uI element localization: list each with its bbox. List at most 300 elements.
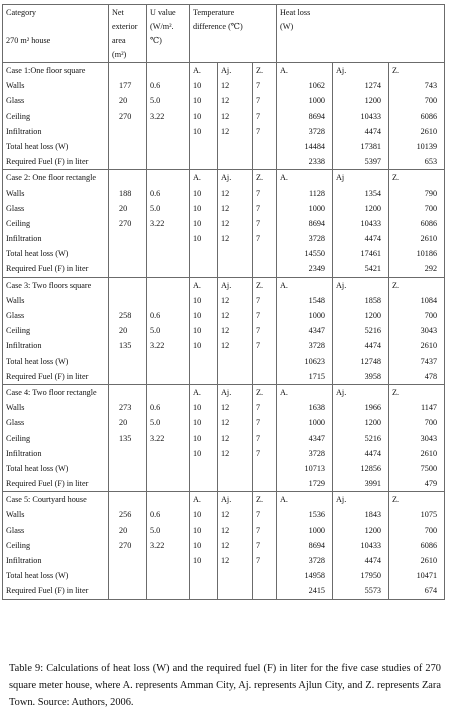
cell-line: 10623 <box>304 356 326 366</box>
cell-line: 12748 <box>360 356 382 366</box>
cell-line: 135 <box>119 341 132 351</box>
cell-line: Z. <box>256 173 264 183</box>
cell-line <box>150 293 187 308</box>
cell-line <box>150 369 187 384</box>
cell-line: Case 5: Courtyard house <box>6 495 87 505</box>
cell-line: A. <box>280 66 288 75</box>
temp-ajlun-cell <box>218 277 253 384</box>
heat-amman-cell <box>277 492 333 599</box>
cell-line <box>193 154 215 169</box>
cell-line: Z. <box>392 495 400 505</box>
temp-ajlun-cell <box>218 384 253 491</box>
cell-line <box>193 261 215 276</box>
cell-line: 12 <box>221 295 230 305</box>
cell-line: 10 <box>193 403 202 413</box>
cell-line <box>221 261 250 276</box>
cell-line: 7 <box>256 188 261 198</box>
cell-line <box>150 568 187 583</box>
cell-line <box>119 293 144 308</box>
cell-line: 12 <box>221 510 230 520</box>
cell-line: 12 <box>221 326 230 336</box>
cell-line <box>256 246 274 261</box>
cell-line <box>150 583 187 598</box>
heat-zara-cell <box>389 384 445 491</box>
cell-line: 188 <box>119 188 132 198</box>
cell-line: 12 <box>221 418 230 428</box>
cell-line <box>119 154 144 169</box>
cell-line: 10 <box>193 295 202 305</box>
cell-line: Aj. <box>336 387 347 397</box>
cell-line <box>256 354 274 369</box>
cell-line: 12 <box>221 81 230 91</box>
cell-line: 273 <box>119 403 132 413</box>
cell-line <box>119 63 144 78</box>
cell-line: 7 <box>256 448 261 458</box>
heat-zara-cell <box>389 170 445 277</box>
cell-line: Glass <box>6 96 25 106</box>
cell-line: Infiltration <box>6 126 42 136</box>
area-cell <box>109 63 147 170</box>
cell-line: 5216 <box>364 326 382 336</box>
cell-line: A. <box>280 280 288 290</box>
cell-line: 10433 <box>360 540 382 550</box>
cell-line <box>150 446 187 461</box>
cell-line <box>119 446 144 461</box>
cell-line: 5.0 <box>150 525 161 535</box>
cell-line: Ceiling <box>6 326 31 336</box>
cell-line: 1536 <box>308 510 326 520</box>
cell-line: A. <box>280 495 288 505</box>
cell-line: 12 <box>221 540 230 550</box>
cell-line: Z. <box>392 280 400 290</box>
cell-line: 7 <box>256 311 261 320</box>
category-cell <box>3 170 109 277</box>
cell-line: Infiltration <box>6 556 42 565</box>
cell-line: 478 <box>424 371 438 381</box>
cell-line: Required Fuel (F) in liter <box>6 157 89 167</box>
cell-line: 6086 <box>420 111 438 121</box>
category-cell <box>3 63 109 170</box>
cell-line: 2610 <box>420 556 438 565</box>
cell-line: 10 <box>193 234 202 244</box>
cell-line: 270 <box>119 218 132 228</box>
cell-line: 3.22 <box>150 218 165 228</box>
cell-line: A. <box>193 495 201 505</box>
heat-zara-cell <box>389 277 445 384</box>
cell-line: 3728 <box>308 448 326 458</box>
cell-line: 20 <box>119 326 128 336</box>
cell-line: 0.6 <box>150 510 161 520</box>
table-header-row <box>3 5 445 63</box>
u-value-cell <box>147 170 190 277</box>
cell-line: Z. <box>256 280 264 290</box>
cell-line: Case 1:One floor square <box>6 66 86 75</box>
area-cell <box>109 170 147 277</box>
cell-line: 8694 <box>308 111 326 121</box>
cell-line <box>193 354 215 369</box>
cell-line: A. <box>280 387 288 397</box>
cell-line <box>150 231 187 246</box>
cell-line: A. <box>280 173 288 183</box>
cell-line: 10 <box>193 126 202 136</box>
cell-line: 177 <box>119 81 132 91</box>
cell-line: 1354 <box>364 188 382 198</box>
cell-line: 4474 <box>364 448 382 458</box>
cell-line: Total heat loss (W) <box>6 141 69 151</box>
cell-line: Aj. <box>336 280 347 290</box>
header-net-area: Net exterior area (m²) <box>109 5 147 63</box>
cell-line: 1200 <box>364 311 382 320</box>
cell-line: 7 <box>256 295 261 305</box>
cell-line: Z. <box>256 387 264 397</box>
cell-line: Required Fuel (F) in liter <box>6 264 89 274</box>
cell-line: 7 <box>256 326 261 336</box>
cell-line: 5573 <box>364 586 382 596</box>
cell-line: 1858 <box>364 295 382 305</box>
cell-line: 12 <box>221 96 230 106</box>
heat-ajlun-cell <box>333 492 389 599</box>
cell-line: 674 <box>424 586 438 596</box>
cell-line: 10713 <box>304 463 326 473</box>
cell-line <box>221 583 250 598</box>
cell-line <box>193 583 215 598</box>
header-heat-loss: Heat loss (W) <box>277 5 445 63</box>
cell-line: 4347 <box>308 326 326 336</box>
cell-line: 10 <box>193 203 202 213</box>
cell-line <box>256 261 274 276</box>
temp-amman-cell <box>190 492 218 599</box>
cell-line <box>256 568 274 583</box>
cell-line <box>119 139 144 154</box>
u-value-cell <box>147 384 190 491</box>
cell-line: 3.22 <box>150 111 165 121</box>
cell-line: 14958 <box>304 571 326 581</box>
cell-line: 7 <box>256 81 261 91</box>
cell-line <box>256 369 274 384</box>
cell-line: 700 <box>424 418 438 428</box>
cell-line: 12 <box>221 433 230 443</box>
cell-line <box>150 154 187 169</box>
category-cell <box>3 492 109 599</box>
cell-line: Walls <box>6 188 25 198</box>
cell-line: Total heat loss (W) <box>6 463 69 473</box>
cell-line <box>193 476 215 491</box>
cell-line: Total heat loss (W) <box>6 249 69 259</box>
cell-line: 1200 <box>364 96 382 106</box>
temp-zara-cell <box>253 277 277 384</box>
cell-line: 10 <box>193 341 202 351</box>
cell-line: 1200 <box>364 203 382 213</box>
header-u-value: U value (W/m². ℃) <box>147 5 190 63</box>
cell-line: Aj. <box>336 66 347 75</box>
cell-line: 1200 <box>364 525 382 535</box>
cell-line: 5216 <box>364 433 382 443</box>
cell-line: 743 <box>424 81 438 91</box>
temp-zara-cell <box>253 170 277 277</box>
heat-amman-cell <box>277 384 333 491</box>
case-row <box>3 277 445 384</box>
cell-line: 700 <box>424 525 438 535</box>
cell-line: 5.0 <box>150 203 161 213</box>
cell-line <box>150 63 187 78</box>
temp-ajlun-cell <box>218 492 253 599</box>
cell-line: 270 <box>119 540 132 550</box>
cell-line: Aj. <box>221 66 232 75</box>
cell-line: Aj. <box>336 495 347 505</box>
cell-line: 3043 <box>420 433 438 443</box>
cell-line: 12 <box>221 341 230 351</box>
cell-line: 1000 <box>308 96 326 106</box>
cell-line: 790 <box>424 188 438 198</box>
cell-line: 1843 <box>364 510 382 520</box>
cell-line: 3728 <box>308 126 326 136</box>
cell-line: Walls <box>6 403 25 413</box>
cell-line: 1084 <box>420 295 438 305</box>
cell-line: 10 <box>193 540 202 550</box>
header-temperature-difference: Temperature difference (℃) <box>190 5 277 63</box>
cell-line: Case 2: One floor rectangle <box>6 173 97 183</box>
cell-line <box>221 369 250 384</box>
cell-line: 3958 <box>364 371 382 381</box>
cell-line: 7 <box>256 203 261 213</box>
cell-line: 1000 <box>308 525 326 535</box>
cell-line: 1062 <box>308 81 326 91</box>
cell-line: 10 <box>193 96 202 106</box>
cell-line: 7 <box>256 418 261 428</box>
cell-line: 1000 <box>308 203 326 213</box>
cell-line: 3728 <box>308 341 326 351</box>
cell-line: 270 <box>119 111 132 121</box>
cell-line: 1715 <box>308 371 326 381</box>
cell-line: 10 <box>193 326 202 336</box>
heat-ajlun-cell <box>333 170 389 277</box>
u-value-cell <box>147 277 190 384</box>
cell-line: 7 <box>256 341 261 351</box>
cell-line: 7 <box>256 433 261 443</box>
cell-line: 12 <box>221 556 230 565</box>
cell-line <box>150 261 187 276</box>
cell-line: Ceiling <box>6 111 31 121</box>
cell-line: 7 <box>256 510 261 520</box>
cell-line: Walls <box>6 81 25 91</box>
cell-line: 653 <box>424 157 438 167</box>
cell-line: 10 <box>193 510 202 520</box>
cell-line <box>150 354 187 369</box>
cell-line <box>150 278 187 293</box>
cell-line <box>150 246 187 261</box>
cell-line <box>256 139 274 154</box>
cell-line: 4474 <box>364 341 382 351</box>
cell-line <box>119 261 144 276</box>
cell-line: 10 <box>193 448 202 458</box>
heat-zara-cell <box>389 63 445 170</box>
cell-line: 7 <box>256 126 261 136</box>
cell-line: 17950 <box>360 571 382 581</box>
area-cell <box>109 384 147 491</box>
cell-line: 12 <box>221 448 230 458</box>
cell-line: 20 <box>119 203 128 213</box>
cell-line: 292 <box>424 264 438 274</box>
cell-line: 10 <box>193 556 202 565</box>
cell-line: 10471 <box>416 571 438 581</box>
temp-zara-cell <box>253 63 277 170</box>
cell-line: Aj. <box>221 280 232 290</box>
area-cell <box>109 492 147 599</box>
cell-line: 3991 <box>364 479 382 489</box>
cell-line <box>119 354 144 369</box>
cell-line: 135 <box>119 433 132 443</box>
cell-line: 12856 <box>360 463 382 473</box>
cell-line: 3728 <box>308 234 326 244</box>
cell-line <box>150 476 187 491</box>
cell-line: 2610 <box>420 234 438 244</box>
cell-line <box>119 583 144 598</box>
cell-line: 12 <box>221 111 230 121</box>
cell-line: 12 <box>221 218 230 228</box>
cell-line: 14550 <box>304 249 326 259</box>
cell-line: Walls <box>6 295 25 305</box>
cell-line: Infiltration <box>6 234 42 244</box>
area-cell <box>109 277 147 384</box>
cell-line <box>150 170 187 185</box>
category-cell <box>3 277 109 384</box>
cell-line: 10433 <box>360 111 382 121</box>
cell-line: 20 <box>119 525 128 535</box>
cell-line: 12 <box>221 203 230 213</box>
cell-line <box>256 476 274 491</box>
cell-line: Z. <box>392 173 400 183</box>
cell-line: Glass <box>6 525 25 535</box>
cell-line <box>119 369 144 384</box>
cell-line: 1000 <box>308 418 326 428</box>
cell-line <box>150 553 187 568</box>
cell-line: 1000 <box>308 311 326 320</box>
cell-line: 5.0 <box>150 326 161 336</box>
heat-ajlun-cell <box>333 277 389 384</box>
cell-line: 10186 <box>416 249 438 259</box>
cell-line: Total heat loss (W) <box>6 571 69 581</box>
heat-amman-cell <box>277 277 333 384</box>
cell-line: A. <box>193 173 201 183</box>
temp-ajlun-cell <box>218 170 253 277</box>
cell-line: 8694 <box>308 218 326 228</box>
cell-line: 7437 <box>420 356 438 366</box>
u-value-cell <box>147 492 190 599</box>
heat-amman-cell <box>277 63 333 170</box>
cell-line <box>221 354 250 369</box>
cell-line <box>193 246 215 261</box>
cell-line: Aj. <box>221 495 232 505</box>
cell-line: 3.22 <box>150 341 165 351</box>
cell-line <box>150 124 187 139</box>
cell-line: 7 <box>256 96 261 106</box>
cell-line: 7 <box>256 556 261 565</box>
cell-line: 14484 <box>304 141 326 151</box>
cell-line <box>193 139 215 154</box>
cell-line: 2349 <box>308 264 326 274</box>
case-row <box>3 384 445 491</box>
cell-line <box>221 154 250 169</box>
cell-line: 3043 <box>420 326 438 336</box>
table-body <box>3 63 445 600</box>
cell-line: 10 <box>193 418 202 428</box>
cell-line <box>119 492 144 507</box>
cell-line: 12 <box>221 234 230 244</box>
cell-line: 17381 <box>360 141 382 151</box>
cell-line: 700 <box>424 311 438 320</box>
temp-zara-cell <box>253 492 277 599</box>
cell-line: Z. <box>256 495 264 505</box>
cell-line <box>150 385 187 400</box>
cell-line: Required Fuel (F) in liter <box>6 479 89 489</box>
table-caption: Table 9: Calculations of heat loss (W) and the required fuel (F) in liter for the five case studies of 270 square meter house, where A. represents Amman City, Aj. represents Ajlun City, and Z. represents Zara Town. Source: Authors, 2006. <box>9 663 441 709</box>
case-row <box>3 170 445 277</box>
cell-line: 10 <box>193 218 202 228</box>
case-row <box>3 492 445 599</box>
cell-line <box>119 246 144 261</box>
cell-line <box>256 154 274 169</box>
cell-line: 1128 <box>308 188 326 198</box>
cell-line: 4474 <box>364 126 382 136</box>
cell-line: 12 <box>221 126 230 136</box>
header-category: Category 270 m² house <box>3 5 109 63</box>
cell-line: 8694 <box>308 540 326 550</box>
cell-line: 1274 <box>364 81 382 91</box>
cell-line <box>193 461 215 476</box>
cell-line <box>221 461 250 476</box>
cell-line: Ceiling <box>6 540 31 550</box>
cell-line: 12 <box>221 188 230 198</box>
cell-line: 10 <box>193 81 202 91</box>
cell-line: 1966 <box>364 403 382 413</box>
cell-line: 1200 <box>364 418 382 428</box>
cell-line: 0.6 <box>150 403 161 413</box>
cell-line: 7 <box>256 403 261 413</box>
cell-line <box>119 385 144 400</box>
cell-line: 4474 <box>364 234 382 244</box>
cell-line: 7 <box>256 525 261 535</box>
cell-line: 2610 <box>420 341 438 351</box>
cell-line: 10 <box>193 525 202 535</box>
cell-line: 256 <box>119 510 132 520</box>
cell-line: 4347 <box>308 433 326 443</box>
cell-line: 6086 <box>420 218 438 228</box>
cell-line: Ceiling <box>6 218 31 228</box>
cell-line: 4474 <box>364 556 382 565</box>
cell-line <box>193 568 215 583</box>
cell-line: 1729 <box>308 479 326 489</box>
cell-line: 10433 <box>360 218 382 228</box>
heat-ajlun-cell <box>333 384 389 491</box>
cell-line <box>221 568 250 583</box>
cell-line: 5.0 <box>150 96 161 106</box>
cell-line: 258 <box>119 311 132 320</box>
temp-zara-cell <box>253 384 277 491</box>
cell-line: Aj. <box>221 173 232 183</box>
cell-line: Required Fuel (F) in liter <box>6 371 89 381</box>
cell-line <box>119 476 144 491</box>
cell-line <box>119 553 144 568</box>
cell-line: Infiltration <box>6 448 42 458</box>
temp-amman-cell <box>190 277 218 384</box>
cell-line <box>150 492 187 507</box>
cell-line: Required Fuel (F) in liter <box>6 586 89 596</box>
cell-line: Case 4: Two floor rectangle <box>6 387 97 397</box>
cell-line <box>119 170 144 185</box>
cell-line: 10 <box>193 188 202 198</box>
temp-amman-cell <box>190 170 218 277</box>
cell-line: Glass <box>6 311 25 320</box>
